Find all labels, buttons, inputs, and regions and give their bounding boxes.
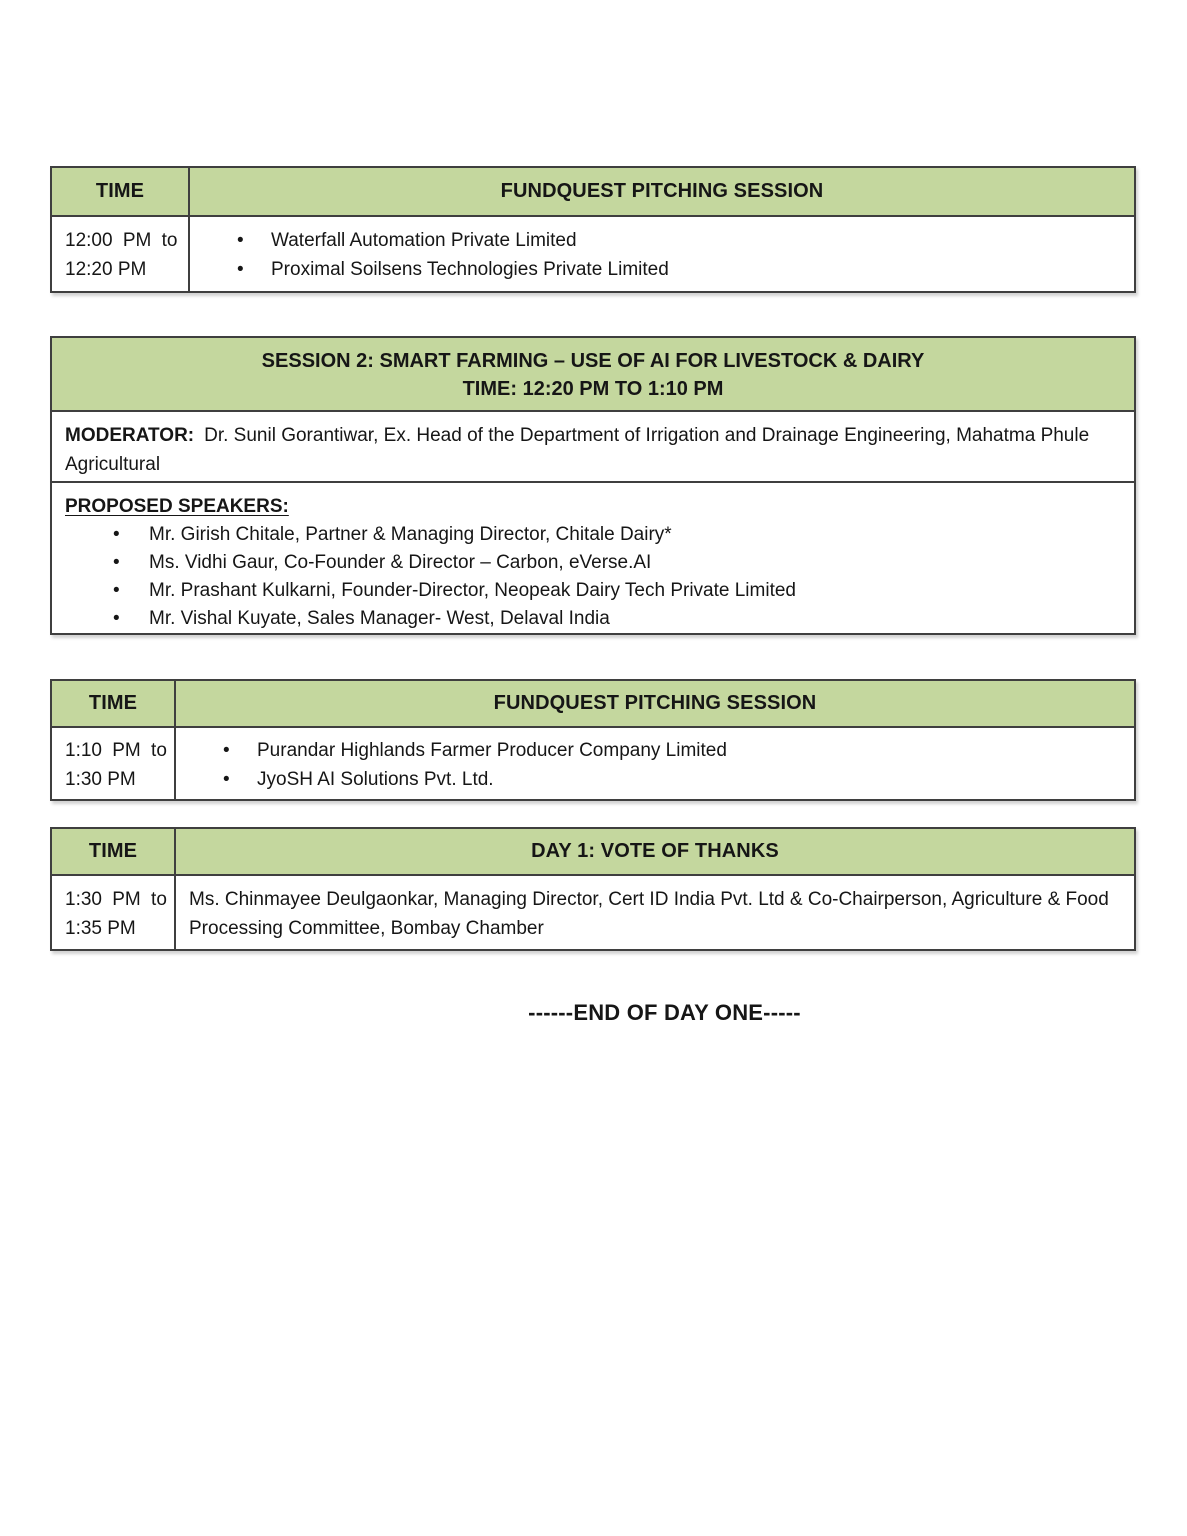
speaker-item bbox=[65, 521, 1121, 549]
time-header-cell: TIME bbox=[52, 168, 188, 215]
moderator-label: MODERATOR: bbox=[65, 425, 195, 446]
speaker-item-label: Mr. Girish Chitale, Partner & Managing Director, Chitale Dairy* bbox=[149, 524, 672, 545]
bullet-icon: • bbox=[113, 524, 120, 545]
time-cell bbox=[52, 728, 174, 799]
vote-of-thanks-text-cell bbox=[174, 876, 1134, 949]
time-line: 1:30 PM bbox=[65, 769, 136, 790]
bullet-icon: • bbox=[223, 769, 230, 790]
bullet-icon: • bbox=[237, 230, 244, 251]
bullet-item bbox=[190, 255, 1134, 284]
end-of-day-text: ------END OF DAY ONE----- bbox=[528, 1000, 801, 1025]
moderator-cell bbox=[52, 412, 1134, 481]
session2-table bbox=[50, 336, 1136, 635]
speakers-cell bbox=[52, 483, 1134, 633]
moderator-text: Dr. Sunil Gorantiwar, Ex. Head of the Department of Irrigation and Drainage Engineering, Mahatma Phule bbox=[204, 425, 1090, 446]
table-header-row bbox=[52, 829, 1134, 874]
bullet-item bbox=[190, 226, 1134, 255]
bullet-icon: • bbox=[223, 740, 230, 761]
bullet-item-label: JyoSH AI Solutions Pvt. Ltd. bbox=[257, 769, 494, 790]
agenda-items-cell bbox=[188, 217, 1134, 291]
speakers-row bbox=[52, 481, 1134, 633]
fundquest-table-1 bbox=[50, 166, 1136, 293]
bullet-icon: • bbox=[113, 608, 120, 629]
table-body-row bbox=[52, 726, 1134, 799]
session-header-cell: FUNDQUEST PITCHING SESSION bbox=[174, 681, 1134, 726]
vote-of-thanks-text-line: Processing Committee, Bombay Chamber bbox=[189, 918, 544, 939]
bullet-icon: • bbox=[237, 259, 244, 280]
table-body-row bbox=[52, 874, 1134, 949]
vote-of-thanks-text-line: Ms. Chinmayee Deulgaonkar, Managing Director, Cert ID India Pvt. Ltd & Co-Chairperson, Agriculture & Food bbox=[189, 889, 1109, 910]
vote-of-thanks-table bbox=[50, 827, 1136, 951]
table-body-row bbox=[52, 215, 1134, 291]
agenda-items-cell bbox=[174, 728, 1134, 799]
session2-time: TIME: 12:20 PM TO 1:10 PM bbox=[462, 378, 724, 400]
speaker-item bbox=[65, 549, 1121, 577]
speaker-item bbox=[65, 605, 1121, 633]
time-line: 1:10 PM to bbox=[65, 740, 167, 761]
speaker-item-label: Mr. Prashant Kulkarni, Founder-Director, Neopeak Dairy Tech Private Limited bbox=[149, 580, 796, 601]
speaker-item bbox=[65, 577, 1121, 605]
time-line: 1:30 PM to bbox=[65, 889, 167, 910]
bullet-item bbox=[176, 736, 1134, 765]
bullet-item bbox=[176, 765, 1134, 794]
speaker-item-label: Ms. Vidhi Gaur, Co-Founder & Director – Carbon, eVerse.AI bbox=[149, 552, 652, 573]
time-cell bbox=[52, 876, 174, 949]
time-line: 12:20 PM bbox=[65, 259, 147, 280]
moderator-text-line2: Agricultural bbox=[65, 454, 161, 475]
table-header-row bbox=[52, 681, 1134, 726]
session-header-cell: FUNDQUEST PITCHING SESSION bbox=[188, 168, 1134, 215]
time-header-cell: TIME bbox=[52, 829, 174, 874]
session2-title-row bbox=[52, 338, 1134, 410]
bullet-item-label: Proximal Soilsens Technologies Private Limited bbox=[271, 259, 669, 280]
time-line: 1:35 PM bbox=[65, 918, 136, 939]
time-header-cell: TIME bbox=[52, 681, 174, 726]
bullet-item-label: Purandar Highlands Farmer Producer Company Limited bbox=[257, 740, 727, 761]
time-cell bbox=[52, 217, 188, 291]
table-header-row bbox=[52, 168, 1134, 215]
speaker-item-label: Mr. Vishal Kuyate, Sales Manager- West, Delaval India bbox=[149, 608, 610, 629]
session-header-cell: DAY 1: VOTE OF THANKS bbox=[174, 829, 1134, 874]
speakers-heading: PROPOSED SPEAKERS: bbox=[65, 496, 289, 517]
bullet-icon: • bbox=[113, 580, 120, 601]
fundquest-table-2 bbox=[50, 679, 1136, 801]
moderator-row bbox=[52, 410, 1134, 481]
bullet-icon: • bbox=[113, 552, 120, 573]
bullet-item-label: Waterfall Automation Private Limited bbox=[271, 230, 577, 251]
time-line: 12:00 PM to bbox=[65, 230, 178, 251]
session2-title: SESSION 2: SMART FARMING – USE OF AI FOR LIVESTOCK & DAIRY bbox=[261, 350, 925, 372]
